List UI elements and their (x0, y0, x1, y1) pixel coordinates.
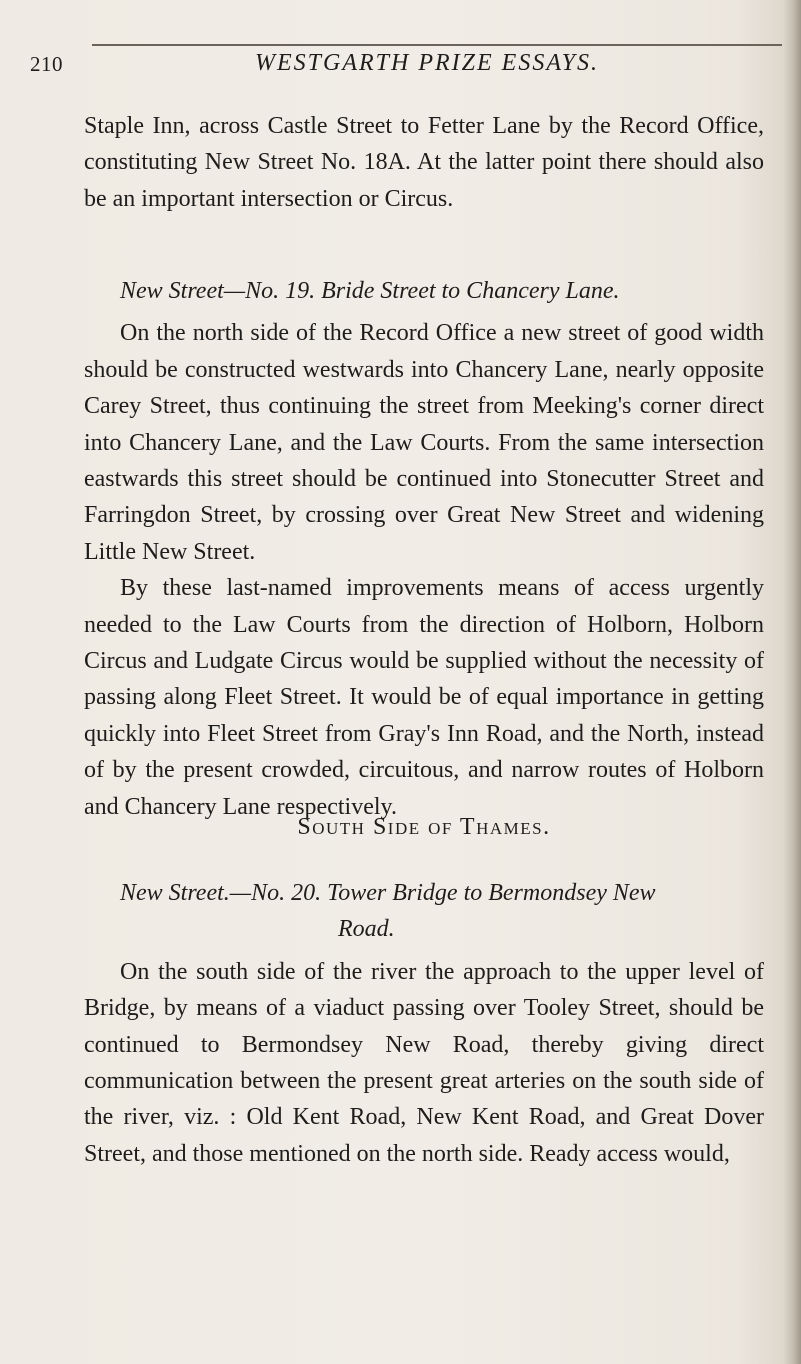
page-header (0, 46, 801, 86)
paragraph-19-b: By these last-named improvements means of access urgently needed to the Law Courts from the direction of Holborn, Holborn Circus and Ludgate Circus would be supplied without the necessity of passing along Fleet Street. It would be of equal importance in getting quickly into Fleet Street from Gray's Inn Road, and the North, instead of by the present crowded, circuitous, and narrow routes of Holborn and Chancery Lane respectively. (84, 575, 764, 820)
opening-block (84, 108, 764, 217)
section-title: South Side of Thames. (297, 814, 551, 840)
subheading-new-street-20: New Street.—No. 20. Tower Bridge to Bermondsey New (120, 880, 656, 906)
opening-paragraph: Staple Inn, across Castle Street to Fetter Lane by the Record Office, constituting New Street No. 18A. At the latter point there should also be an important intersection or Circus. (84, 113, 764, 212)
subheading-new-street-19: New Street—No. 19. Bride Street to Chancery Lane. (120, 278, 620, 304)
subheading-new-street-20-continued: Road. (338, 916, 395, 943)
page-edge-shadow (783, 0, 801, 1364)
running-head: WESTGARTH PRIZE ESSAYS. (255, 50, 599, 76)
paragraph-20: On the south side of the river the approach to the upper level of Bridge, by means of a viaduct passing over Tooley Street, should be continued to Bermondsey New Road, thereby giving direct communication between the present great arteries on the south side of the river, viz. : Old Kent Road, New Kent Road, and Great Dover Street, and those mentioned on the north side. Ready access would, (84, 958, 764, 1167)
new-street-20-block (84, 875, 764, 1172)
new-street-19-block (84, 273, 764, 825)
page-number: 210 (30, 52, 63, 76)
paragraph-19-a: On the north side of the Record Office a new street of good width should be constructed westwards into Chancery Lane, nearly opposite Carey Street, thus continuing the street from Meeking's corner direct into Chancery Lane, and the Law Courts. From the same intersection eastwards this street should be continued into Stonecutter Street and Farringdon Street, by crossing over Great New Street and widening Little New Street. (84, 320, 764, 565)
